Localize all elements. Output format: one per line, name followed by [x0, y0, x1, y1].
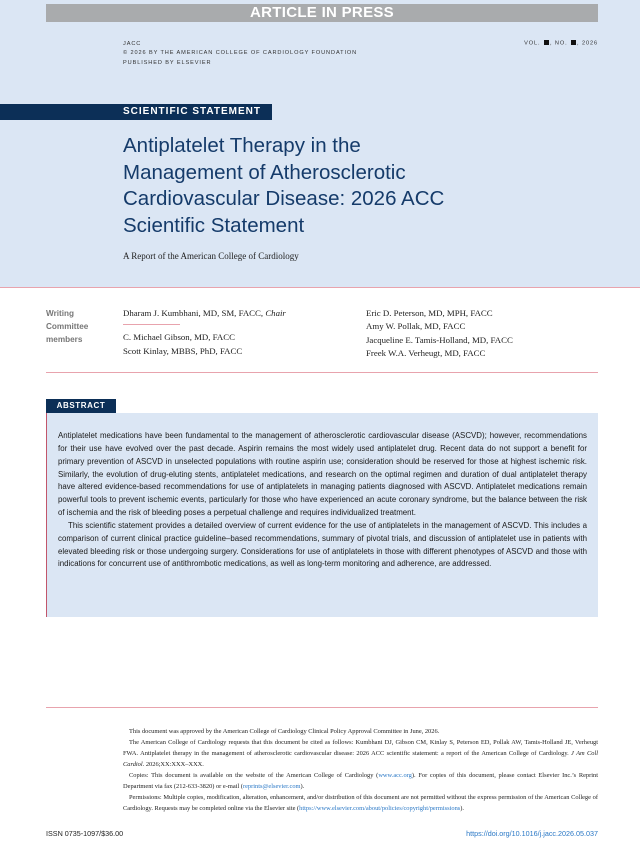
author: C. Michael Gibson, MD, FACC: [123, 332, 236, 343]
permissions-note: [123, 792, 598, 814]
wc-label-line: Committee: [46, 322, 89, 332]
authors-divider: [46, 372, 598, 373]
wc-label-line: members: [46, 335, 83, 345]
citation-journal: J Am Coll Cardiol: [123, 750, 598, 768]
acc-website-link[interactable]: www.acc.org: [378, 772, 412, 779]
title-line: Cardiovascular Disease: 2026 ACC: [123, 187, 445, 210]
copyright-line: © 2026 BY THE AMERICAN COLLEGE OF CARDIOLOGY FOUNDATION: [123, 50, 358, 57]
chair-author: [123, 307, 286, 320]
permissions-end: ).: [460, 805, 465, 812]
abstract-paragraph-2: This scientific statement provides a detailed overview of current evidence for the use of antiplatelets in the management of ASCVD. This includes a comparison of current clinical practice guideline–based recommendations, summary of pivotal trials, and discussion of antiplatelet use in patients with elevated bleeding risk or those undergoing surgery. Considerations for use of antiplatelets in those with different phenotypes of ASCVD and those with indications for concurrent use of antithrombotic medications, as well as long-term monitoring and adherence, are addressed.: [58, 520, 587, 569]
journal-meta: [123, 40, 357, 68]
issn: ISSN 0735-1097/$36.00: [46, 829, 124, 838]
author: Scott Kinlay, MBBS, PhD, FACC: [123, 345, 243, 356]
section-label: SCIENTIFIC STATEMENT: [0, 104, 272, 120]
copies-note: [123, 770, 598, 792]
copies-text: Copies: This document is available on the website of the American College of Cardiology (: [129, 772, 379, 779]
author: Eric D. Peterson, MD, MPH, FACC: [366, 308, 493, 318]
volume-info: VOL. , NO. , 2026: [524, 40, 598, 47]
article-in-press-banner: ARTICLE IN PRESS: [46, 4, 598, 22]
copies-mid: ). For copies of this document, please contact Elsevier Inc.’s Reprint Department via fax (212-633-3820) or e-mail (: [123, 772, 598, 790]
citation-note: [123, 737, 598, 770]
reprints-email-link[interactable]: reprints@elsevier.com: [242, 783, 301, 790]
approval-note: This document was approved by the American College of Cardiology Clinical Policy Approval Committee in June, 2026.: [129, 728, 440, 735]
wc-label-line: Writing: [46, 309, 75, 318]
publisher-line: PUBLISHED BY ELSEVIER: [123, 59, 212, 66]
authors-right-column: [366, 307, 513, 360]
title-line: Management of Atherosclerotic: [123, 160, 406, 184]
doi-link[interactable]: https://doi.org/10.1016/j.jacc.2026.05.037: [466, 829, 598, 838]
no-placeholder-icon: [571, 40, 576, 45]
title-line: Antiplatelet Therapy in the: [123, 134, 361, 157]
no-label: NO.: [554, 40, 568, 47]
year: 2026: [581, 40, 598, 47]
copies-end: ).: [300, 783, 305, 790]
vol-label: VOL.: [524, 40, 541, 47]
footnotes: [123, 726, 598, 814]
header-divider: [0, 287, 640, 288]
title-line: Scientific Statement: [123, 213, 305, 237]
chair-role: Chair: [265, 308, 286, 318]
chair-divider: [123, 324, 180, 325]
abstract-label: ABSTRACT: [46, 399, 116, 413]
chair-name: Dharam J. Kumbhani, MD, SM, FACC,: [123, 308, 266, 318]
author: Jacqueline E. Tamis-Holland, MD, FACC: [366, 334, 513, 345]
citation-text: The American College of Cardiology requests that this document be cited as follows: Kumbhani DJ, Gibson CM, Kinlay S, Peterson ED, Pollak AW, Tamis-Holland JE, Verheugt FWA. Antiplatelet therapy in the management of atherosclerotic cardiovascular disease: 2026 ACC scientific statement: a report of the American College of Cardiology.: [123, 739, 598, 757]
article-subtitle: A Report of the American College of Cardiology: [123, 251, 299, 261]
author: Amy W. Pollak, MD, FACC: [366, 321, 466, 332]
article-title: [123, 133, 563, 239]
vol-placeholder-icon: [544, 40, 549, 45]
permissions-link[interactable]: https://www.elsevier.com/about/policies/copyright/permissions: [299, 805, 461, 812]
footer-divider: [46, 707, 598, 708]
authors-left-column: [123, 307, 286, 358]
journal-name: JACC: [123, 41, 142, 47]
author: Freek W.A. Verheugt, MD, FACC: [366, 347, 486, 358]
permissions-text: Permissions: Multiple copies, modification, alteration, enhancement, and/or distribution of this document are not permitted without the express permission of the American College of Cardiology. Requests may be completed online via the Elsevier site (: [123, 794, 598, 812]
writing-committee-label: [46, 307, 88, 347]
abstract-box: [46, 413, 598, 617]
citation-tail: . 2026;XX:XXX–XXX.: [142, 761, 204, 768]
abstract-paragraph-1: Antiplatelet medications have been fundamental to the management of atherosclerotic cardiovascular disease (ASCVD); however, recommendations for their use have evolved over the past decade. Aspirin remains the most widely used antiplatelet drug. Recent data do not support a benefit for primary prevention of ASCVD in unselected populations with routine aspirin use; consideration should be reserved for those at highest ischemic risk. Similarly, the evolution of drug-eluting stents, antiplatelet medications, and research on the optimal regimen and duration of dual antiplatelet therapy have altered evidence-based recommendations for use of antiplatelets in managing patients diagnosed with ASCVD. Antiplatelet medications remain powerful tools to prevent ischemic events, particularly for those who have experienced an acute coronary syndrome, but the balance between the risk of ischemia and the risk of bleeding poses a perpetual challenge and requires individualized treatment.: [58, 431, 587, 518]
